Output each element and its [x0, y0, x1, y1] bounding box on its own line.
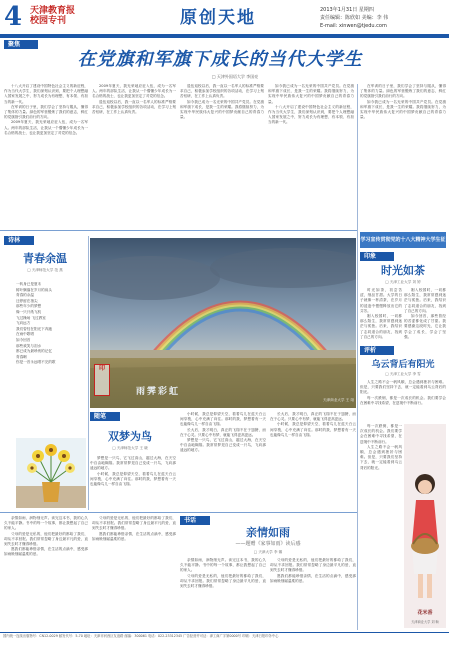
section-title: 原创天地	[180, 8, 256, 28]
rain-paragraph: 愿我们都能珍惜亲情，在生活的点滴中，感受那如雨般细腻温柔的爱。	[4, 547, 88, 557]
issue-editors: 责任编辑：陈欣如 美编：李 伟	[320, 15, 389, 21]
rain-paragraph: 亲情如雨，润物细无声。读完这本书，我的心久久不能平静。书中的每一个故事，都让我想起了自己的家人。	[180, 558, 266, 573]
main-paragraph: 十八大开启了建设中国特色社会主义的新征程，作为当代大学生，我们深刻认识到，要把个人理想融入国家发展之中，努力成长为有理想、有本领、有担当的新一代。	[268, 104, 354, 125]
main-column-3	[180, 84, 264, 226]
rain-essay-byline: □ 天津大学 李 娜	[253, 550, 283, 554]
bird-paragraph: 长大后，我才明白，真正的飞翔不在于翅膀，而在于心灵。只要心中有梦，就能飞得更高更远。	[180, 427, 266, 437]
issue-meta	[320, 6, 446, 30]
rain-essay-col1	[180, 558, 266, 628]
bird-paragraph: 小时候，我总是仰望天空，看着鸟儿在蓝天白云间穿梭，心中充满了向往。那时的我，梦想着有一天也能像鸟儿一样自由飞翔。	[180, 412, 266, 427]
spring-essay-title: 乌云背后有阳光	[371, 360, 435, 370]
tea-essay-col1	[360, 288, 402, 342]
photo-credit: 天津商业大学 王 翊	[322, 398, 354, 402]
rain-paragraph: 父母的爱是无私的，他们把最好的都给了我们，却从不求回报。我们常常忽略了身边最平凡的爱，直到失去时才懂得珍惜。	[270, 558, 356, 573]
masthead	[0, 0, 449, 36]
poem-line: 在雨中歌唱	[16, 332, 34, 337]
poem-line: 飞向远方	[16, 321, 31, 326]
column-rule	[88, 236, 89, 510]
header-rule	[0, 34, 449, 38]
footer: 国内统一连续出版物号：CN12-0029 邮发代号：5-70 地址：天津市河西区友谊路 邮编：300061 电话：022-23312345 广告经营许可证：津工商广字第0000号 印刷：天津日报印务中心	[0, 632, 449, 645]
bird-paragraph: 梦想是一只鸟，它飞过高山，越过大海，在天空中自由地翱翔。我常常梦见自己变成一只鸟，飞向那遥远的地方。	[90, 456, 176, 471]
paper-name-line1: 天津教育报	[30, 6, 76, 16]
tag-essay: 印象	[360, 252, 394, 261]
section-divider	[0, 230, 358, 231]
main-column-1	[4, 84, 88, 226]
poem-byline: □ 天津师范大学 范 燕	[27, 268, 63, 272]
issue-email: E-mail: xinwen@tjedu.com	[320, 23, 387, 29]
girl-photo-caption: 花米香	[417, 610, 433, 616]
main-paragraph: 退伍返校以后，我一直以一名军人的标准严格要求自己，积极参加学校组织的各项活动，在学习上刻苦钻研，在工作上认真负责。	[180, 84, 264, 99]
poem-line: 都已成为最珍贵的记忆	[16, 349, 52, 354]
bird-essay-byline: □ 天津师范大学 王 晓	[112, 446, 148, 450]
poem-line: 那些年少的梦想	[16, 304, 42, 309]
bottom-column-2	[92, 516, 176, 628]
page-number: 4	[4, 2, 23, 32]
spring-essay-continued	[360, 424, 402, 628]
bird-essay-col3	[270, 412, 356, 508]
rainbow-photo	[90, 238, 356, 408]
rain-paragraph: 父母的爱是无私的，他们把最好的都给了我们，却从不求回报。我们常常忽略了身边最平凡的爱，直到失去时才懂得珍惜。	[4, 531, 88, 547]
flowers-photo	[16, 438, 86, 508]
poem-line: 像一只只纸飞机	[16, 309, 42, 314]
main-paragraph: 在军训的日子里，我们学会了坚持与服从，懂得了集体的力量。绿色的军营锻炼了我们的意志，鲜红的党旗指引我们前行的方向。	[360, 84, 446, 99]
rain-paragraph: 父母的爱是无私的，他们把最好的都给了我们，却从不求回报。我们常常忽略了身边最平凡的爱，直到失去时才懂得珍惜。	[180, 573, 266, 589]
tag-misc: 书话	[180, 516, 210, 525]
photo-caption: 雨霁彩虹	[136, 387, 181, 397]
poem-line: 那些欢笑与泪水	[16, 343, 42, 348]
main-paragraph: 退伍返校以后，我一直以一名军人的标准严格要求自己，积极参加学校组织的各项活动，在学习上刻苦钻研，在工作上认真负责。	[92, 99, 176, 115]
poem-line: 如今回首	[16, 337, 31, 342]
issue-date: 2013年1月31日 星期四	[320, 7, 374, 13]
spring-paragraph: 人生之路不会一帆风顺，总会遇到挫折与困难。但是，只要我们坚持下去，就一定能看到乌云背后的阳光。	[360, 380, 446, 395]
rain-paragraph: 亲情如雨，润物细无声。读完这本书，我的心久久不能平静。书中的每一个故事，都让我想起了自己的家人。	[4, 516, 88, 531]
poem-line: 我们曾经在阳光下奔跑	[16, 326, 52, 331]
girl-photo-credit: 天津商业大学 刘 畅	[411, 620, 439, 624]
bird-paragraph: 小时候，我总是仰望天空，看着鸟儿在蓝天白云间穿梭，心中充满了向往。那时的我，梦想着有一天也能像鸟儿一样自由飞翔。	[270, 422, 356, 437]
spring-essay-byline: □ 天津工业大学 李 雪	[385, 372, 421, 376]
bottom-column-1	[4, 516, 88, 628]
poem-line: 一转身已是夏末	[16, 282, 42, 286]
tea-paragraph: 如今回首，那些曾经的苦涩都化成了甘甜。我要感谢这段时光，它让我学会了成长，学会了坚强。	[404, 314, 446, 339]
rain-paragraph: 父母的爱是无私的，他们把最好的都给了我们，却从不求回报。我们常常忽略了身边最平凡的爱，直到失去时才懂得珍惜。	[92, 516, 176, 531]
poem-line: 树叶飘落在岁月的肩头	[16, 287, 52, 292]
seal-stamp: 印	[94, 364, 110, 396]
poem-line: 你是一首永远唱不完的歌	[16, 360, 56, 365]
tag-prose: 随笔	[90, 412, 120, 421]
tag-review: 评析	[360, 346, 394, 355]
main-headline: 在党旗和军旗下成长的当代大学生	[77, 49, 363, 70]
tea-paragraph: 刚入校园时，一切都那么陌生，我常常感到迷茫与孤独。后来，我结识了志同道合的朋友，找到了自己的方向。	[404, 288, 446, 313]
tea-essay-title: 时光如茶	[381, 264, 425, 277]
paper-name	[30, 6, 110, 28]
girl-photo	[404, 424, 446, 628]
bird-essay-col1	[90, 456, 176, 508]
spring-paragraph: 每一次跌倒，都是一次成长的机会。我们要学会在困难中寻找希望，在逆境中不断前行。	[360, 395, 446, 405]
bird-essay-col2	[180, 412, 266, 508]
tea-essay-byline: □ 天津工业大学 刘 婷	[385, 280, 421, 284]
poem-body	[16, 282, 86, 432]
rain-essay-subtitle: ——题赠《家事如雨》读后感	[235, 541, 301, 547]
section-divider	[0, 512, 358, 513]
spring-paragraph: 人生之路不会一帆风顺，总会遇到挫折与困难。但是，只要我们坚持下去，就一定能看到乌云背后的阳光。	[360, 444, 402, 470]
poem-line: 还停留在指尖	[16, 298, 38, 303]
girl-with-basket-image	[404, 424, 446, 628]
main-paragraph: 2009年夏天，我光荣地应征入伍，成为一名军人。两年的部队生活，让我从一个懵懂少年成长为一名合格的战士，也让我更加坚定了对党的信念。	[92, 84, 176, 99]
paper-name-line2: 校园专刊	[30, 16, 67, 26]
main-byline: □ 天津外国语大学 李国亮	[211, 74, 259, 79]
main-paragraph: 如今我已成为一名光荣的中国共产党员。在党旗和军旗下成长，是我一生的荣耀。我将继续努力，为实现中华民族伟大复兴的中国梦贡献自己的青春力量。	[180, 99, 264, 120]
tea-essay-col2	[404, 288, 446, 342]
poem-title: 青春余温	[23, 252, 67, 265]
tea-paragraph: 时光如茶，初尝苦涩，细品甘甜。大学的日子就像一杯清茶，在岁月的浸泡中慢慢释放出它的芬芳。	[360, 288, 402, 313]
campaign-banner: 学习宣传贯彻党的十八大精神大学生征文选登	[360, 232, 446, 248]
poem-line: 飞过操场 飞过教室	[16, 315, 46, 320]
spring-essay-body	[360, 380, 446, 420]
main-column-4	[268, 84, 354, 226]
main-paragraph: 在军训的日子里，我们学会了坚持与服从，懂得了集体的力量。绿色的军营锻炼了我们的意志，鲜红的党旗指引我们前行的方向。	[4, 104, 88, 120]
bird-paragraph: 长大后，我才明白，真正的飞翔不在于翅膀，而在于心灵。只要心中有梦，就能飞得更高更远。	[270, 412, 356, 422]
main-paragraph: 如今我已成为一名光荣的中国共产党员。在党旗和军旗下成长，是我一生的荣耀。我将继续努力，为实现中华民族伟大复兴的中国梦贡献自己的青春力量。	[360, 99, 446, 120]
rain-paragraph: 愿我们都能珍惜亲情，在生活的点滴中，感受那如雨般细腻温柔的爱。	[92, 531, 176, 541]
rain-essay-col2	[270, 558, 356, 628]
main-paragraph: 2009年夏天，我光荣地应征入伍，成为一名军人。两年的部队生活，让我从一个懵懂少年成长为一名合格的战士，也让我更加坚定了对党的信念。	[4, 120, 88, 135]
rain-paragraph: 愿我们都能珍惜亲情，在生活的点滴中，感受那如雨般细腻温柔的爱。	[270, 573, 356, 583]
main-column-5	[360, 84, 446, 230]
tag-lead: 聚焦	[4, 40, 38, 49]
tag-poetry: 诗林	[4, 236, 34, 245]
flower-vase-image	[16, 438, 86, 508]
rain-essay-title: 亲情如雨	[246, 526, 290, 539]
main-paragraph: 十八大开启了建设中国特色社会主义的新征程，作为当代大学生，我们深刻认识到，要把个人理想融入国家发展之中，努力成长为有理想、有本领、有担当的新一代。	[4, 84, 88, 104]
main-paragraph: 如今我已成为一名光荣的中国共产党员。在党旗和军旗下成长，是我一生的荣耀。我将继续努力，为实现中华民族伟大复兴的中国梦贡献自己的青春力量。	[268, 84, 354, 104]
poem-line: 青春啊	[16, 354, 27, 359]
column-rule	[357, 84, 358, 630]
poem-line: 青春的余温	[16, 293, 34, 298]
spring-paragraph: 每一次跌倒，都是一次成长的机会。我们要学会在困难中寻找希望，在逆境中不断前行。	[360, 424, 402, 444]
tea-paragraph: 刚入校园时，一切都那么陌生，我常常感到迷茫与孤独。后来，我结识了志同道合的朋友，找到了自己的方向。	[360, 314, 402, 339]
bird-paragraph: 梦想是一只鸟，它飞过高山，越过大海，在天空中自由地翱翔。我常常梦见自己变成一只鸟，飞向那遥远的地方。	[180, 438, 266, 453]
rainbow-landscape-image	[90, 238, 356, 408]
bird-essay-title: 双梦为鸟	[108, 430, 152, 443]
bird-paragraph: 小时候，我总是仰望天空，看着鸟儿在蓝天白云间穿梭，心中充满了向往。那时的我，梦想着有一天也能像鸟儿一样自由飞翔。	[90, 471, 176, 487]
main-column-2	[92, 84, 176, 226]
